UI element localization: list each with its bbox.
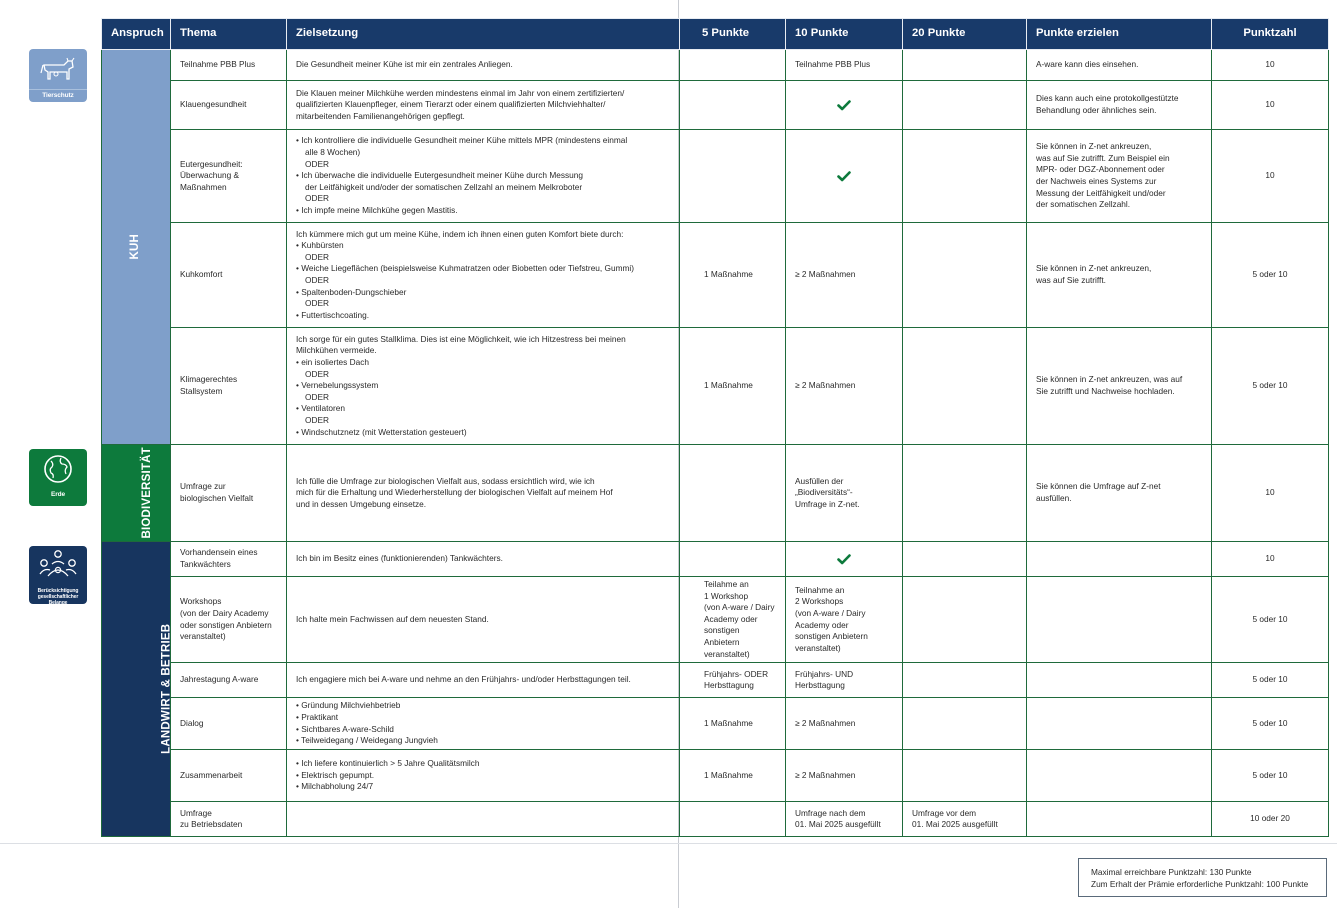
text-line: Ausfüllen der	[795, 475, 844, 486]
text-line: • Elektrisch gepumpt.	[296, 769, 375, 780]
cell-punktzahl: 10	[1212, 445, 1329, 542]
cell-thema	[171, 50, 287, 81]
text-line: 1 Maßnahme	[704, 269, 753, 280]
cell-thema	[171, 223, 287, 328]
header-20-punkte: 20 Punkte	[903, 19, 1027, 50]
checkmark-icon	[837, 170, 851, 180]
category-land	[102, 542, 171, 837]
text-line: Academy oder	[795, 619, 849, 630]
table-header-row	[102, 19, 1329, 50]
text-line: Frühjahrs- ODER	[704, 668, 769, 679]
cell-punkte-erzielen	[1027, 50, 1212, 81]
cell-10-punkte	[786, 802, 903, 837]
cell-10-punkte	[786, 698, 903, 750]
cell-thema	[171, 802, 287, 837]
cell-5-punkte	[680, 577, 786, 663]
text-line: biologischen Vielfalt	[180, 493, 254, 503]
text-line: Dies kann auch eine protokollgestützte	[1036, 93, 1179, 104]
text-line: Zusammenarbeit	[180, 769, 243, 780]
cell-5-punkte	[680, 223, 786, 328]
text-line: Ich kümmere mich gut um meine Kühe, indem ich ihnen einen guten Komfort biete durch:	[296, 228, 624, 239]
cell-thema	[171, 328, 287, 445]
text-line: 01. Mai 2025 ausgefüllt	[912, 819, 998, 830]
text-line: Teilahme an	[704, 579, 749, 589]
text-line: • Ich impfe meine Milchkühe gegen Mastitis.	[296, 204, 458, 215]
cell-punktzahl: 5 oder 10	[1212, 328, 1329, 445]
gesellschaft-badge	[29, 546, 87, 604]
header-5-punkte: 5 Punkte	[680, 19, 786, 50]
cell-zielsetzung	[287, 750, 680, 802]
cell-5-punkte	[680, 542, 786, 577]
text-line: Sie können in Z-net ankreuzen,	[1036, 141, 1152, 152]
text-line: 01. Mai 2025 ausgefüllt	[795, 819, 881, 830]
summary-max: Maximal erreichbare Punktzahl: 130 Punkte	[1091, 867, 1252, 877]
cell-punkte-erzielen	[1027, 698, 1212, 750]
text-line: Vorhandensein eines	[180, 547, 258, 558]
cell-20-punkte	[903, 750, 1027, 802]
erde-badge	[29, 449, 87, 506]
table-row	[102, 328, 1329, 445]
text-line: mitarbeitenden Familienangehörigen gepflegt.	[296, 110, 465, 121]
cell-20-punkte	[903, 130, 1027, 223]
cell-punkte-erzielen	[1027, 223, 1212, 328]
text-line: 2 Workshops	[795, 596, 844, 607]
text-line: • Ich überwache die individuelle Eutergesundheit meiner Kühe durch Messung	[296, 170, 584, 181]
cell-thema	[171, 542, 287, 577]
text-line: alle 8 Wochen)	[305, 147, 361, 158]
text-line: Eutergesundheit:	[180, 158, 243, 169]
text-line: Academy oder	[704, 613, 758, 624]
text-line: ≥ 2 Maßnahmen	[795, 769, 856, 780]
text-line: • Gründung Milchviehbetrieb	[296, 700, 401, 711]
text-line: zu Betriebsdaten	[180, 819, 243, 830]
text-line: ausfüllen.	[1036, 493, 1072, 503]
table-row	[102, 81, 1329, 130]
text-line: Frühjahrs- UND	[795, 668, 854, 679]
text-line: qualifizierten Klauenpfleger, einem Tierarzt oder einem qualifizierten Milchviehhalter/	[296, 99, 606, 110]
cell-5-punkte	[680, 328, 786, 445]
cell-10-punkte	[786, 223, 903, 328]
text-line: ODER	[305, 414, 329, 425]
text-line: Ich fülle die Umfrage zur biologischen Vielfalt aus, sodass ersichtlich wird, wie ich	[296, 475, 595, 486]
cell-thema	[171, 663, 287, 698]
cell-thema	[171, 130, 287, 223]
cell-punkte-erzielen	[1027, 750, 1212, 802]
cell-punktzahl: 10	[1212, 542, 1329, 577]
cow-icon	[29, 49, 87, 89]
header-thema: Thema	[171, 19, 287, 50]
text-line: • Futtertischcoating.	[296, 309, 369, 320]
text-line: sonstigen Anbietern	[795, 631, 868, 642]
text-line: ODER	[305, 298, 329, 309]
text-line: Stallsystem	[180, 386, 223, 396]
cell-punktzahl: 10 oder 20	[1212, 802, 1329, 837]
text-line: ODER	[305, 251, 329, 262]
text-line: • Sichtbares A-ware-Schild	[296, 723, 394, 734]
text-line: • Windschutznetz (mit Wetterstation gesteuert)	[296, 426, 467, 437]
cell-thema	[171, 750, 287, 802]
cell-10-punkte	[786, 81, 903, 130]
cell-punktzahl: 10	[1212, 81, 1329, 130]
cell-zielsetzung	[287, 81, 680, 130]
text-line: 1 Workshop	[704, 590, 749, 601]
cell-10-punkte	[786, 663, 903, 698]
cell-zielsetzung	[287, 445, 680, 542]
text-line: Ich halte mein Fachwissen auf dem neuesten Stand.	[296, 613, 489, 624]
cell-punktzahl: 5 oder 10	[1212, 223, 1329, 328]
text-line: was auf Sie zutrifft. Zum Beispiel ein	[1036, 152, 1170, 163]
text-line: ≥ 2 Maßnahmen	[795, 717, 856, 728]
text-line: Maßnahmen	[180, 181, 227, 192]
text-line: der Leitfähigkeit und/oder der somatischen Zellzahl an meinem Melkroboter	[305, 181, 583, 192]
cell-punktzahl: 5 oder 10	[1212, 750, 1329, 802]
cell-zielsetzung	[287, 542, 680, 577]
text-line: ODER	[305, 391, 329, 402]
table-row	[102, 445, 1329, 542]
text-line: und in dessen Umgebung einsetze.	[296, 498, 427, 509]
text-line: „Biodiversitäts“-	[795, 487, 853, 498]
erde-label: Erde	[50, 491, 66, 498]
text-line: (von A-ware / Dairy	[795, 607, 866, 618]
earth-icon	[29, 449, 87, 489]
text-line: sonstigen Anbietern	[704, 625, 740, 647]
table-row	[102, 50, 1329, 81]
cell-punkte-erzielen	[1027, 577, 1212, 663]
cell-20-punkte	[903, 542, 1027, 577]
text-line: Herbsttagung	[795, 680, 845, 691]
cell-10-punkte	[786, 328, 903, 445]
text-line: • ein isoliertes Dach	[296, 357, 369, 368]
cell-punkte-erzielen	[1027, 328, 1212, 445]
checkmark-icon	[837, 99, 851, 109]
text-line: Teilnahme PBB Plus	[180, 59, 256, 70]
text-line: Milchkühen vermeide.	[296, 345, 377, 356]
text-line: ODER	[305, 158, 329, 169]
cell-10-punkte	[786, 577, 903, 663]
cell-5-punkte	[680, 663, 786, 698]
cell-20-punkte	[903, 223, 1027, 328]
text-line: 1 Maßnahme	[704, 717, 753, 728]
text-line: Teilnahme an	[795, 584, 845, 595]
text-line: • Milchabholung 24/7	[296, 781, 374, 792]
cell-20-punkte	[903, 50, 1027, 81]
text-line: ODER	[305, 368, 329, 379]
cell-5-punkte	[680, 698, 786, 750]
table-row	[102, 802, 1329, 837]
text-line: mich für die Erhaltung und Wiederherstellung der biologischen Vielfalt auf meinem Hof	[296, 487, 613, 498]
header-punktzahl: Punktzahl	[1212, 19, 1329, 50]
cell-punktzahl: 5 oder 10	[1212, 577, 1329, 663]
header-10-punkte: 10 Punkte	[786, 19, 903, 50]
text-line: • Weiche Liegeflächen (beispielsweise Kuhmatratzen oder Biobetten oder Tiefstreu, Gummi)	[296, 263, 635, 274]
cell-zielsetzung	[287, 698, 680, 750]
text-line: veranstaltet)	[795, 642, 841, 653]
text-line: Sie können in Z-net ankreuzen,	[1036, 263, 1152, 274]
text-line: Umfrage zur	[180, 481, 226, 492]
table-row	[102, 542, 1329, 577]
table-row	[102, 130, 1329, 223]
cell-10-punkte	[786, 445, 903, 542]
gesellschaft-label: Berücksichtigung gesellschaftlicher Belange	[37, 588, 79, 604]
cell-10-punkte	[786, 542, 903, 577]
text-line: Ich engagiere mich bei A-ware und nehme an den Frühjahrs- und/oder Herbsttagungen teil.	[296, 674, 631, 685]
text-line: • Praktikant	[296, 712, 339, 723]
category-bio	[102, 445, 171, 542]
cell-20-punkte	[903, 328, 1027, 445]
category-kuh	[102, 50, 171, 445]
text-line: Workshops	[180, 596, 222, 607]
text-line: A-ware kann dies einsehen.	[1036, 59, 1139, 70]
cell-20-punkte	[903, 663, 1027, 698]
cell-punktzahl: 10	[1212, 50, 1329, 81]
table-row	[102, 223, 1329, 328]
cell-punkte-erzielen	[1027, 445, 1212, 542]
cell-10-punkte	[786, 50, 903, 81]
cell-5-punkte	[680, 445, 786, 542]
cell-zielsetzung	[287, 663, 680, 698]
cell-punktzahl: 5 oder 10	[1212, 698, 1329, 750]
page-bottom-line	[0, 843, 1337, 844]
table-row	[102, 750, 1329, 802]
cell-thema	[171, 445, 287, 542]
text-line: Tankwächters	[180, 559, 231, 569]
text-line: (von der Dairy Academy	[180, 607, 269, 618]
checkmark-icon	[837, 553, 851, 563]
summary-box	[1078, 858, 1327, 897]
text-line: • Vernebelungssystem	[296, 380, 379, 391]
text-line: • Ich kontrolliere die individuelle Gesundheit meiner Kühe mittels MPR (mindestens einmal	[296, 135, 628, 146]
text-line: Sie können die Umfrage auf Z-net	[1036, 481, 1161, 492]
text-line: Umfrage in Z-net.	[795, 498, 860, 509]
cell-20-punkte	[903, 802, 1027, 837]
category-label: KUH	[129, 234, 142, 260]
table-row	[102, 698, 1329, 750]
text-line: ODER	[305, 193, 329, 204]
cell-20-punkte	[903, 445, 1027, 542]
text-line: Umfrage nach dem	[795, 807, 866, 818]
text-line: Kuhkomfort	[180, 269, 223, 280]
cell-5-punkte	[680, 130, 786, 223]
text-line: Klauengesundheit	[180, 99, 247, 110]
cell-zielsetzung	[287, 223, 680, 328]
tierschutz-badge	[29, 49, 87, 102]
text-line: Überwachung &	[180, 170, 240, 181]
cell-zielsetzung	[287, 577, 680, 663]
cell-zielsetzung	[287, 328, 680, 445]
cell-punktzahl: 10	[1212, 130, 1329, 223]
text-line: Die Gesundheit meiner Kühe ist mir ein zentrales Anliegen.	[296, 59, 513, 70]
header-anspruch: Anspruch	[102, 19, 171, 50]
cell-zielsetzung	[287, 802, 680, 837]
text-line: Behandlung oder ähnliches sein.	[1036, 105, 1157, 115]
cell-zielsetzung	[287, 50, 680, 81]
text-line: Teilnahme PBB Plus	[795, 59, 871, 70]
cell-5-punkte	[680, 750, 786, 802]
text-line: Ich bin im Besitz eines (funktionierenden) Tankwächters.	[296, 553, 503, 564]
cell-20-punkte	[903, 81, 1027, 130]
people-icon	[29, 546, 87, 586]
text-line: MPR- oder DGZ-Abonnement oder	[1036, 164, 1165, 175]
tierschutz-label: Tierschutz	[29, 89, 87, 102]
cell-punkte-erzielen	[1027, 81, 1212, 130]
text-line: Umfrage	[180, 807, 212, 818]
text-line: Umfrage vor dem	[912, 807, 977, 818]
cell-20-punkte	[903, 577, 1027, 663]
cell-punktzahl: 5 oder 10	[1212, 663, 1329, 698]
text-line: • Ventilatoren	[296, 403, 346, 414]
cell-10-punkte	[786, 130, 903, 223]
text-line: ≥ 2 Maßnahmen	[795, 380, 856, 391]
text-line: Herbsttagung	[704, 680, 754, 691]
text-line: Jahrestagung A-ware	[180, 674, 259, 685]
text-line: • Spaltenboden-Dungschieber	[296, 286, 407, 297]
cell-5-punkte	[680, 50, 786, 81]
category-label: LANDWIRT & BETRIEB	[160, 624, 173, 755]
text-line: • Kuhbürsten	[296, 240, 344, 251]
cell-punkte-erzielen	[1027, 663, 1212, 698]
cell-thema	[171, 577, 287, 663]
text-line: der somatischen Zellzahl.	[1036, 199, 1131, 210]
text-line: • Ich liefere kontinuierlich > 5 Jahre Qualitätsmilch	[296, 758, 480, 769]
text-line: Sie können in Z-net ankreuzen, was auf	[1036, 374, 1183, 385]
cell-punkte-erzielen	[1027, 130, 1212, 223]
table-row	[102, 663, 1329, 698]
cell-zielsetzung	[287, 130, 680, 223]
table-row	[102, 577, 1329, 663]
text-line: veranstaltet)	[704, 648, 750, 659]
text-line: ≥ 2 Maßnahmen	[795, 269, 856, 280]
text-line: was auf Sie zutrifft.	[1036, 275, 1106, 285]
text-line: 1 Maßnahme	[704, 380, 753, 391]
text-line: Messung der Leitfähigkeit und/oder	[1036, 187, 1166, 198]
text-line: veranstaltet)	[180, 631, 226, 642]
text-line: • Teilweidegang / Weidegang Jungvieh	[296, 735, 438, 746]
cell-10-punkte	[786, 750, 903, 802]
text-line: der Nachweis eines Systems zur	[1036, 176, 1157, 186]
text-line: (von A-ware / Dairy	[704, 602, 775, 613]
text-line: Ich sorge für ein gutes Stallklima. Dies ist eine Möglichkeit, wie ich Hitzestress bei meinen	[296, 333, 626, 344]
text-line: Dialog	[180, 717, 204, 728]
cell-punkte-erzielen	[1027, 802, 1212, 837]
text-line: Sie zutrifft und Nachweise hochladen.	[1036, 386, 1175, 396]
cell-5-punkte	[680, 802, 786, 837]
header-punkte-erzielen: Punkte erzielen	[1027, 19, 1212, 50]
cell-20-punkte	[903, 698, 1027, 750]
category-label: BIODIVERSITÄT	[140, 447, 153, 539]
text-line: ODER	[305, 275, 329, 285]
cell-thema	[171, 698, 287, 750]
cell-thema	[171, 81, 287, 130]
text-line: Klimagerechtes	[180, 374, 238, 385]
cell-punkte-erzielen	[1027, 542, 1212, 577]
punkte-tabelle	[101, 18, 1329, 837]
text-line: oder sonstigen Anbietern	[180, 619, 272, 630]
text-line: Die Klauen meiner Milchkühe werden mindestens einmal im Jahr von einem zertifizierten/	[296, 87, 625, 98]
summary-required: Zum Erhalt der Prämie erforderliche Punktzahl: 100 Punkte	[1091, 878, 1309, 889]
header-zielsetzung: Zielsetzung	[287, 19, 680, 50]
text-line: 1 Maßnahme	[704, 769, 753, 780]
cell-5-punkte	[680, 81, 786, 130]
